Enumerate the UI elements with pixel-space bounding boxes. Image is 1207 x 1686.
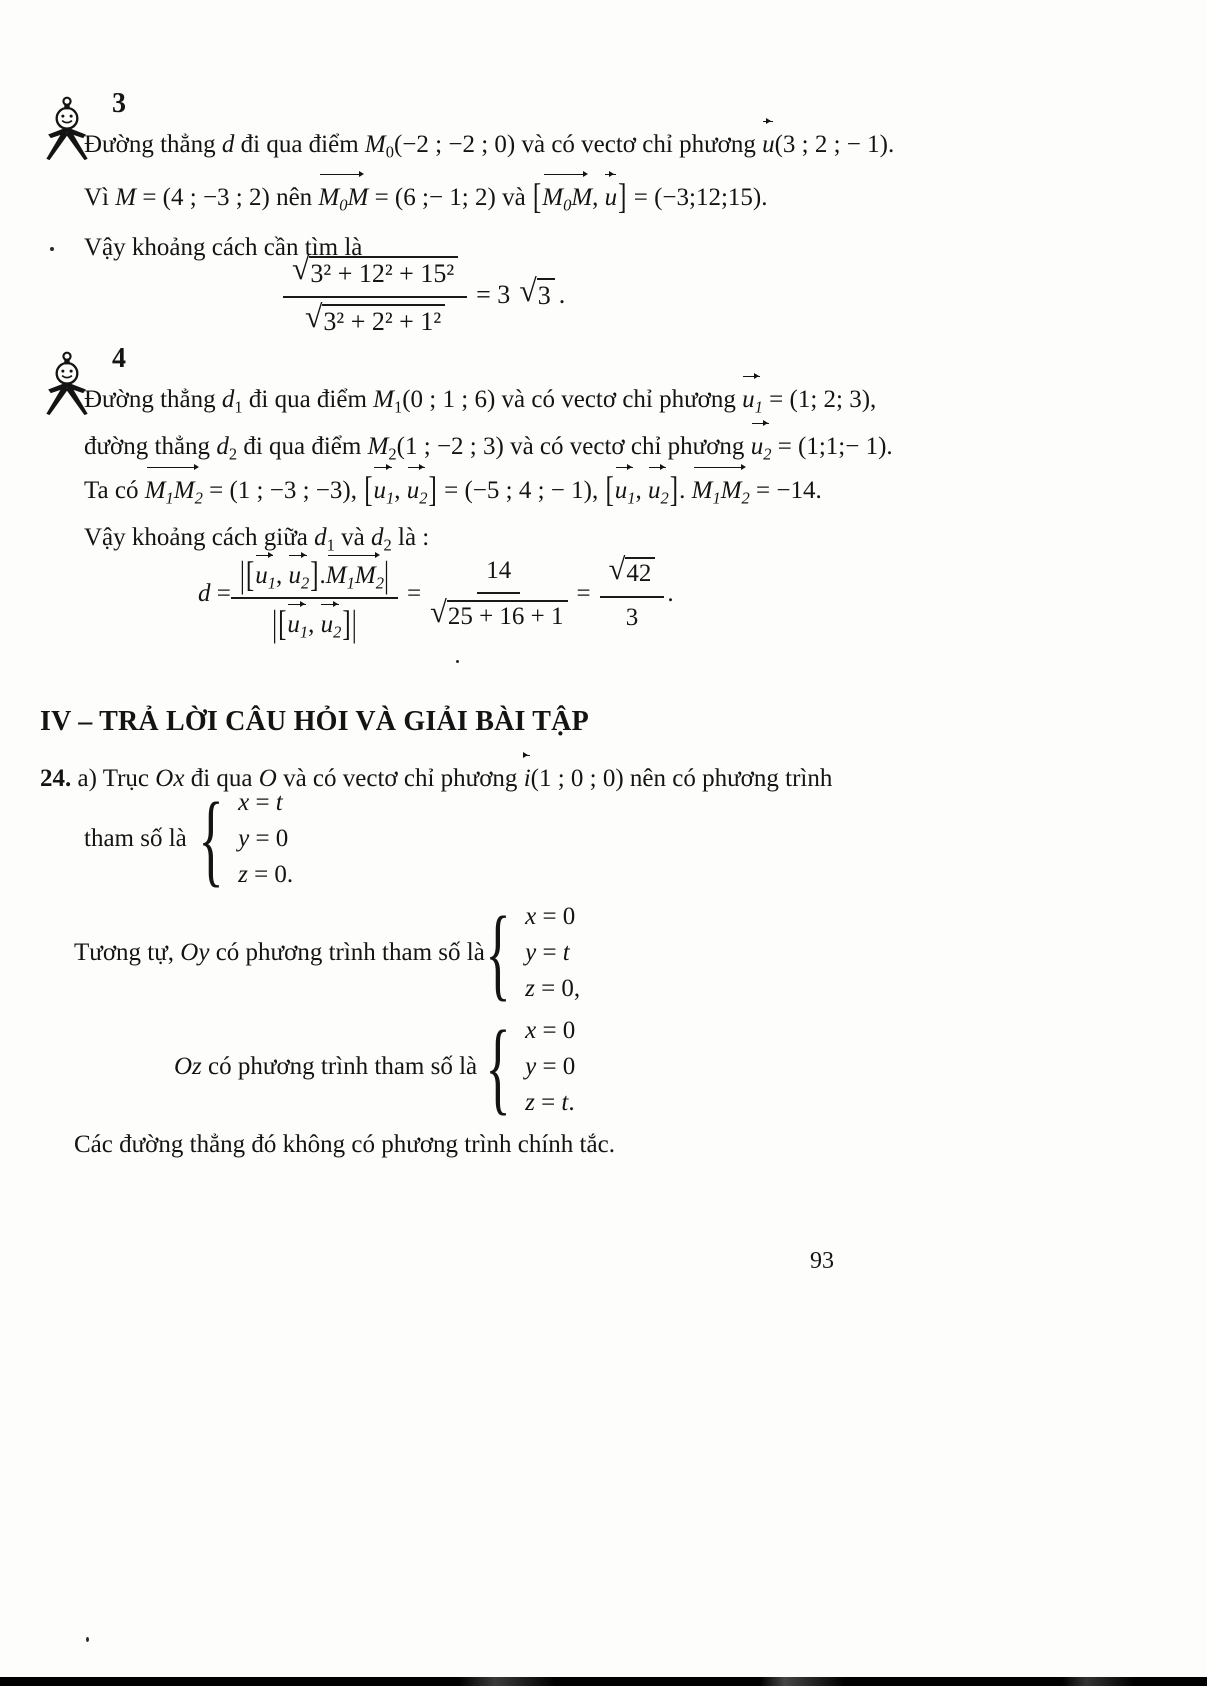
problem4-line4: Vậy khoảng cách giữa $d_1$ và $d_2$ là :: [84, 524, 430, 555]
page-number: 93: [810, 1248, 834, 1274]
equation-line: x = 0: [525, 1017, 576, 1044]
problem4-line2: đường thẳng $d_2$ đi qua điểm $M_2(1$ ; −2 ; 3) và có vectơ chỉ phương $u_2$ = (1;1;− 1).: [84, 430, 893, 464]
problem4-line3: Ta có $M_1M_2 = (1$ ; −3 ; −3), [$u_1$, $u_2] = (-5$ ; 4 ; − 1), [$u_1$, $u_2$]. $M_1M_2 = -14$.: [84, 470, 822, 510]
equation-line: y = t: [525, 939, 570, 966]
parametric-system-ox: [84, 781, 294, 897]
section-title: IV – TRẢ LỜI CÂU HỎI VÀ GIẢI BÀI TẬP: [40, 706, 589, 737]
equals-result: = 3: [476, 279, 511, 309]
equation-line: y = 0: [525, 1053, 576, 1080]
equals: =: [406, 579, 422, 607]
parametric-system-oy: [74, 895, 581, 1011]
problem24-closing: Các đường thẳng đó không có phương trình chính tắc.: [74, 1131, 615, 1158]
problem4-line1: Đường thẳng $d_1$ đi qua điểm $M_1(0$ ; 1 ; 6) và có vectơ chỉ phương $u_1 = (1$; 2; 3),: [84, 383, 876, 417]
scan-speck: [86, 1637, 89, 1642]
sqrt-expression: √ 3: [519, 278, 554, 311]
sqrt-symbol: √: [305, 299, 323, 334]
formula-distance: [283, 252, 574, 337]
sqrt-expression: √ 42: [609, 557, 656, 588]
equation-line: y = 0: [238, 825, 289, 852]
system-brace: {: [485, 1009, 511, 1125]
parametric-system-oz: [174, 1009, 576, 1125]
sqrt-symbol: √: [608, 552, 626, 586]
formula-distance-lines: [198, 548, 683, 645]
problem3-line3: Vậy khoảng cách cần tìm là: [84, 234, 363, 261]
system-brace: {: [485, 895, 511, 1011]
sqrt-symbol: √: [292, 251, 310, 286]
equation-line: x = 0: [525, 903, 576, 930]
equation-line: z = 0.: [238, 861, 294, 888]
fraction: [283, 252, 467, 337]
system-label: tham số là: [84, 825, 187, 852]
problem3-line1: Đường thẳng d đi qua điểm $M_0(-2$ ; −2 ; 0) và có vectơ chỉ phương u(3 ; 2 ; − 1).: [84, 128, 894, 162]
sqrt-expression: √ 3² + 2² + 1²: [305, 304, 445, 337]
scan-speck: [456, 660, 459, 663]
scan-speck: [50, 247, 54, 251]
problem3-line2: Vì M = (4 ; −3 ; 2) nên $M_0M = (6$ ;− 1; 2) và [$M_0M$, u] = (−3;12;15).: [84, 177, 768, 217]
sqrt-symbol: √: [519, 273, 537, 308]
sqrt-expression: √ 3² + 12² + 15²: [292, 256, 458, 289]
sqrt-symbol: √: [430, 595, 447, 629]
equation-line: x = t: [238, 789, 283, 816]
problem-number: 4: [112, 343, 126, 374]
fraction: 14 √ 25 + 16 + 1: [430, 555, 567, 632]
fraction: $\frac{|[u_1, u_2].M_1M_2|}{|[u_1, u_2]|}$: [231, 548, 398, 639]
period: .: [667, 579, 674, 607]
system-label: Oz có phương trình tham số là: [174, 1053, 478, 1080]
equals: =: [576, 579, 591, 607]
period: .: [558, 279, 566, 309]
sqrt-expression: √ 25 + 16 + 1: [430, 600, 567, 631]
problem-number: 3: [112, 88, 126, 119]
problem24-intro: 24. a) Trục Ox đi qua O và có vectơ chỉ phương i(1 ; 0 ; 0) nên có phương trình: [40, 762, 832, 796]
equation-line: z = t.: [525, 1089, 575, 1116]
equation-line: z = 0,: [525, 975, 581, 1002]
scan-artifact-bar: [0, 1677, 1207, 1686]
system-brace: {: [198, 781, 224, 897]
fraction: √ 42 3: [600, 555, 665, 632]
system-label: Tương tự, Oy có phương trình tham số là: [74, 939, 485, 966]
formula-lhs: d =: [198, 579, 231, 607]
